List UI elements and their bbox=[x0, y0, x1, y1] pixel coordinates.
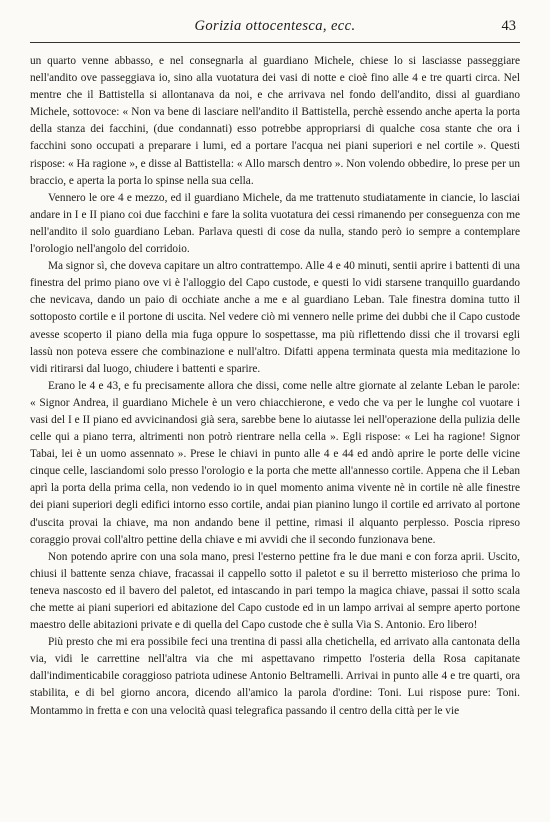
paragraph-6: Più presto che mi era possibile feci una trentina di passi alla chetichella, ed arrivato alla cantonata della via, vidi le carrettine nell'altra via che mi aspettavano rimpetto l'osteria della Rosa capitanate dall'indimenticabile coraggioso patriota udinese Antonio Beltramelli. Arrivai in punto alle 4 e tre quarti, ora stabilita, e di bel giorno ancora, dicendo all'amico la parola d'ordine: Toni. Lui rispose pure: Toni. Montammo in fretta e con una velocità quasi telegrafica passando il centro della città per le vie bbox=[30, 636, 520, 717]
running-title: Gorizia ottocentesca, ecc. bbox=[194, 18, 356, 34]
page-number: 43 bbox=[501, 18, 516, 34]
paragraph-4: Erano le 4 e 43, e fu precisamente allora che dissi, come nelle altre giornate al zelante Leban le parole: « Signor Andrea, il guardiano Michele è un vero chiacchierone, e vedo che va per le lunghe col vuotare i vasi del I e II piano ed avvicinandosi già sera, sarebbe bene lo aiutasse lei nell'operazione della pulizia delle celle qui a piano terra, altrimenti non potrò rientrare nella cella ». Egli rispose: « Lei ha ragione! Signor Tabai, lei è un uomo assennato ». Prese le chiavi in punto alle 4 e 44 ed andò aprire le porte delle vicine cinque celle, lasciandomi solo presso l'orologio e la porta che mette all'annesso cortile. Appena che il Leban aprì la porta della prima cella, non vedendo io in quel momento anima vivente nè in cortile nè alle finestre dei piani superiori degli edifici intorno esso cortile, andai pian pianino lungo il cortile ed arrivato al portone d'uscita provai la chiave, ma non andando bene il pettine, rimasi il alquanto perplesso. Poscia ripreso coraggio provai coll'altro pettine della chiave e mi avvidi che il secondo funzionava bene. bbox=[30, 379, 520, 546]
paragraph-3: Ma signor sì, che doveva capitare un altro contrattempo. Alle 4 e 40 minuti, sentii aprire i battenti di una finestra del primo piano ove vi è l'alloggio del Capo custode, e questi lo vidi starsene tranquillo guardando che nevicava, dando un paio di occhiate anche a me e al guardiano Leban. Tale finestra domina tutto il sottoposto cortile e il portone di uscita. Nel vedere ciò mi vennero nelle prime dei dubbi che il Capo custode avesse scoperto il piano della mia fuga oppure lo sospettasse, ma più riflettendo dissi che il trovarsi egli lassù non poteva essere che combinazione e null'altro. Difatti appena terminata questa mia meditazione lo vidi ritirarsi dal luogo, chiudere i battenti e sparire. bbox=[30, 260, 520, 375]
body-text bbox=[30, 53, 520, 720]
paragraph-5: Non potendo aprire con una sola mano, presi l'esterno pettine fra le due mani e con forza aprii. Uscito, chiusi il battente senza chiave, fracassai il cappello sotto il paletot e su il berretto misterioso che prima lo teneva nascosto ed il bavero del paletot, ed intascando in pari tempo la magica chiave, passai il sotto scala che mette ai piani superiori ed abitazione del Capo custode ed in un lampo arrivai al sempre aperto portone maestro delle abitazioni private e di quella del Capo custode che è sulla Via S. Antonio. Ero libero! bbox=[30, 550, 520, 632]
page-header bbox=[30, 18, 520, 40]
header-rule bbox=[30, 42, 520, 43]
paragraph-1: un quarto venne abbasso, e nel consegnarla al guardiano Michele, chiese lo si lasciasse passeggiare nell'andito ove passeggiava io, sino alla vuotatura dei vasi di notte e cioè fino alle 4 e tre quarti circa. Nel mentre che il Battistella si allontanava da noi, e che arrivava nel fondo dell'andito, dissi al guardiano Michele, sottovoce: « Non va bene di lasciare nell'andito il Battistella, perchè essendo anche aperta la porta della stanza dei facchini, (due condannati) esso potrebbe appropriarsi di qualche cosa stante che ora i facchini sono occupati a preparare i lumi, ed a portare l'acqua nei piani superiori e nel cortile ». Questi rispose: « Ha ragione », e disse al Battistella: « Allo marsch dentro ». Non volendo obbedire, lo prese per un braccio, e aperta la porta lo spinse nella sua cella. bbox=[30, 55, 520, 187]
paragraph-2: Vennero le ore 4 e mezzo, ed il guardiano Michele, da me trattenuto studiatamente in ciancie, lo lasciai andare in I e II piano coi due facchini e fare la solita vuotatura dei cessi rimanendo per conseguenza con me nell'andito il solo guardiano Leban. Parlava questi di cose da nulla, stando però io sempre a contemplare l'orologio nell'angolo del corridoio. bbox=[30, 191, 520, 256]
